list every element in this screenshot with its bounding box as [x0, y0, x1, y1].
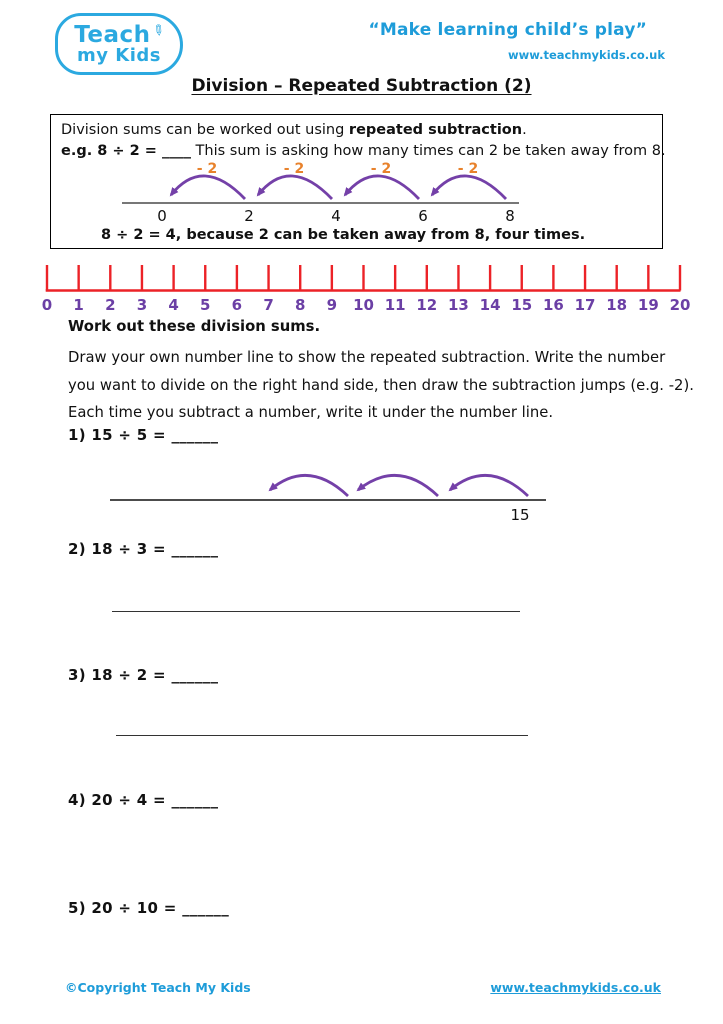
- svg-text:0: 0: [41, 296, 53, 314]
- question-1-jump-arc-3: [450, 475, 528, 496]
- example-intro-end: .: [522, 122, 527, 138]
- question-3-answer-line: [116, 735, 528, 736]
- svg-text:10: 10: [353, 296, 374, 314]
- question-1-numberline: [106, 456, 554, 526]
- example-intro-normal: Division sums can be worked out using: [61, 122, 349, 138]
- question-1-jump-arc-2: [358, 475, 438, 496]
- teach-my-kids-logo: [55, 13, 183, 75]
- example-sum-bold: e.g. 8 ÷ 2 = ____: [61, 143, 191, 159]
- question-1-jump-arc-1: [270, 475, 348, 496]
- jump-label-1: - 2: [196, 161, 218, 177]
- svg-text:8: 8: [294, 296, 306, 314]
- question-2-answer-line: [112, 611, 520, 612]
- header-website-url: www.teachmykids.co.uk: [508, 48, 666, 62]
- logo-text-top: [74, 20, 168, 48]
- example-numberline: [117, 155, 567, 235]
- svg-text:17: 17: [574, 296, 596, 314]
- svg-text:1: 1: [73, 296, 84, 314]
- logo-line1-label: Teach: [74, 21, 151, 48]
- svg-text:18: 18: [606, 296, 628, 314]
- jump-arc-1: [171, 176, 245, 199]
- example-box: [50, 114, 666, 249]
- example-intro-bold: repeated subtraction: [348, 122, 523, 138]
- instructions-body: Draw your own number line to show the repeated subtraction. Write the number you want to divide on the right hand side, then draw the subtraction jumps (e.g. -2). Each time you subtract a number, write it under the number line.: [68, 349, 694, 421]
- jump-arc-2: [258, 176, 332, 199]
- jump-arc-3: [345, 176, 419, 199]
- svg-text:4: 4: [168, 296, 179, 314]
- svg-text:11: 11: [384, 296, 406, 314]
- svg-text:2: 2: [105, 296, 116, 314]
- example-tick-8: 8: [505, 207, 515, 225]
- practice-numberline: [38, 257, 690, 315]
- jump-label-2: - 2: [283, 161, 305, 177]
- instructions-heading: Work out these division sums.: [68, 318, 321, 335]
- question-3-label: 3) 18 ÷ 2 = ______: [68, 666, 219, 684]
- page-title: Division – Repeated Subtraction (2): [191, 76, 532, 96]
- example-tick-0: 0: [157, 207, 167, 225]
- jump-label-3: - 2: [370, 161, 392, 177]
- question-1-label: 1) 15 ÷ 5 = ______: [68, 426, 219, 444]
- example-tick-4: 4: [331, 207, 341, 225]
- svg-text:19: 19: [637, 296, 659, 314]
- example-sum-rest: This sum is asking how many times can 2 be taken away from 8.: [190, 143, 666, 159]
- jump-label-4: - 2: [457, 161, 479, 177]
- svg-text:13: 13: [448, 296, 469, 314]
- logo-text-bottom: my Kids: [77, 44, 161, 66]
- jump-arc-4: [432, 176, 506, 199]
- tagline: “Make learning child’s play”: [368, 20, 647, 40]
- example-conclusion: 8 ÷ 2 = 4, because 2 can be taken away from 8, four times.: [101, 227, 586, 243]
- pencil-icon: ✎: [147, 20, 168, 41]
- question-1-endpoint: 15: [510, 506, 530, 524]
- svg-text:9: 9: [326, 296, 338, 314]
- example-intro: [61, 122, 527, 138]
- question-5-label: 5) 20 ÷ 10 = ______: [68, 899, 229, 917]
- svg-text:7: 7: [263, 296, 274, 314]
- svg-text:6: 6: [231, 296, 243, 314]
- svg-text:16: 16: [542, 296, 564, 314]
- svg-text:15: 15: [511, 296, 533, 314]
- svg-text:5: 5: [200, 296, 211, 314]
- svg-text:20: 20: [669, 296, 691, 314]
- svg-text:12: 12: [416, 296, 438, 314]
- example-tick-2: 2: [244, 207, 254, 225]
- question-4-label: 4) 20 ÷ 4 = ______: [68, 791, 219, 809]
- footer-copyright: ©Copyright Teach My Kids: [65, 980, 251, 995]
- footer-website-link[interactable]: www.teachmykids.co.uk: [490, 980, 661, 995]
- svg-text:3: 3: [136, 296, 148, 314]
- svg-text:14: 14: [479, 296, 501, 314]
- example-tick-6: 6: [418, 207, 428, 225]
- question-2-label: 2) 18 ÷ 3 = ______: [68, 540, 219, 558]
